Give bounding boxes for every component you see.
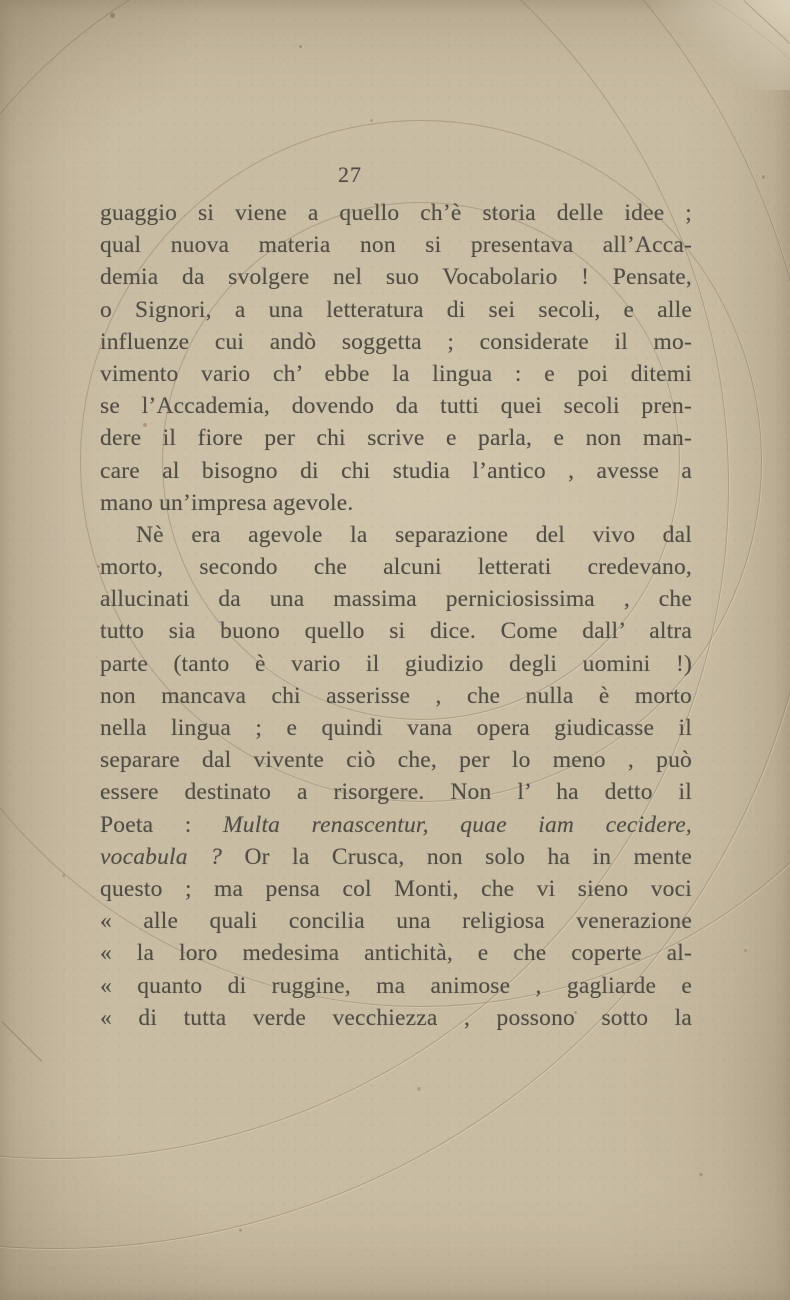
text-line [100, 615, 692, 647]
text-segment: « quanto di ruggine, ma animose , gagliarde e [100, 972, 692, 999]
scratch-mark [1, 1021, 42, 1062]
text-segment: « la loro medesima antichità, e che coperte al- [100, 940, 692, 967]
text-segment: allucinati da una massima perniciosissima , che [100, 586, 692, 613]
text-line [100, 873, 692, 905]
latin-quote-italic: Multa renascentur, quae iam cecidere, [223, 811, 692, 838]
text-segment: « di tutta verde vecchiezza , possono sotto la [100, 1004, 692, 1031]
text-segment: tutto sia buono quello si dice. Come dall’ altra [100, 618, 692, 645]
text-segment: se l’Accademia, dovendo da tutti quei secoli pren- [100, 393, 692, 420]
text-line [100, 358, 692, 390]
text-line [100, 648, 692, 680]
text-line [100, 776, 692, 808]
text-line [100, 744, 692, 776]
text-segment: non mancava chi asserisse , che nulla è morto [100, 682, 692, 709]
text-segment: Poeta : [100, 811, 223, 838]
paper-speck [110, 13, 115, 18]
text-segment: nella lingua ; e quindi vana opera giudicasse il [100, 715, 692, 741]
text-segment: parte (tanto è vario il giudizio degli uomini !) [100, 650, 692, 677]
paper-speck [299, 45, 302, 48]
text-segment: separare dal vivente ciò che, per lo meno , può [100, 747, 692, 774]
text-line [100, 455, 692, 487]
text-line [100, 809, 692, 841]
text-segment: care al bisogno di chi studia l’antico , avesse a [100, 457, 692, 484]
text-line [100, 294, 692, 326]
text-segment: dere il fiore per chi scrive e parla, e non man- [100, 425, 692, 452]
text-line [100, 390, 692, 422]
text-line [100, 519, 692, 551]
text-line [100, 905, 692, 937]
text-line [100, 583, 692, 615]
text-segment: demia da svolgere nel suo Vocabolario ! Pensate, [100, 264, 692, 291]
paper-speck [762, 175, 765, 179]
text-segment: essere destinato a risorgere. Non l’ ha detto il [100, 779, 692, 806]
text-line [100, 422, 692, 454]
page-text [100, 197, 692, 1034]
paper-speck [744, 949, 747, 952]
paper-speck [417, 1087, 421, 1091]
paper-speck [62, 874, 65, 877]
text-segment: Or la Crusca, non solo ha in mente [244, 843, 692, 870]
text-segment: vimento vario ch’ ebbe la lingua : e poi ditemi [100, 360, 692, 387]
text-line [100, 1002, 692, 1034]
text-line [100, 970, 692, 1002]
text-segment: qual nuova materia non si presentava all’Acca- [100, 232, 692, 259]
text-segment: influenze cui andò soggetta ; considerate il mo- [100, 328, 692, 355]
paper-speck [370, 119, 373, 122]
text-line [100, 487, 692, 519]
text-line [100, 551, 692, 583]
text-segment: morto, secondo che alcuni letterati credevano, [100, 554, 692, 581]
paper-speck [239, 1229, 242, 1232]
text-segment: guaggio si viene a quello ch’è storia delle idee ; [100, 200, 692, 226]
text-segment: Nè era agevole la separazione del vivo dal [136, 521, 692, 548]
text-segment: questo ; ma pensa col Monti, che vi sieno voci [100, 875, 692, 902]
text-line [100, 937, 692, 969]
text-segment: o Signori, a una letteratura di sei secoli, e alle [100, 296, 692, 323]
text-line [100, 841, 692, 873]
text-line [100, 261, 692, 293]
text-segment: mano un’impresa agevole. [100, 489, 354, 516]
text-line [100, 680, 692, 712]
text-line [100, 712, 692, 744]
paper-speck [699, 1173, 703, 1176]
fold-crease-line [743, 0, 790, 44]
latin-quote-italic: vocabula ? [100, 843, 245, 870]
page-corner-fold [620, 0, 790, 90]
text-line [100, 326, 692, 358]
text-line [100, 197, 692, 229]
text-line [100, 229, 692, 261]
text-segment: « alle quali concilia una religiosa venerazione [100, 908, 692, 935]
page-number: 27 [338, 162, 362, 187]
